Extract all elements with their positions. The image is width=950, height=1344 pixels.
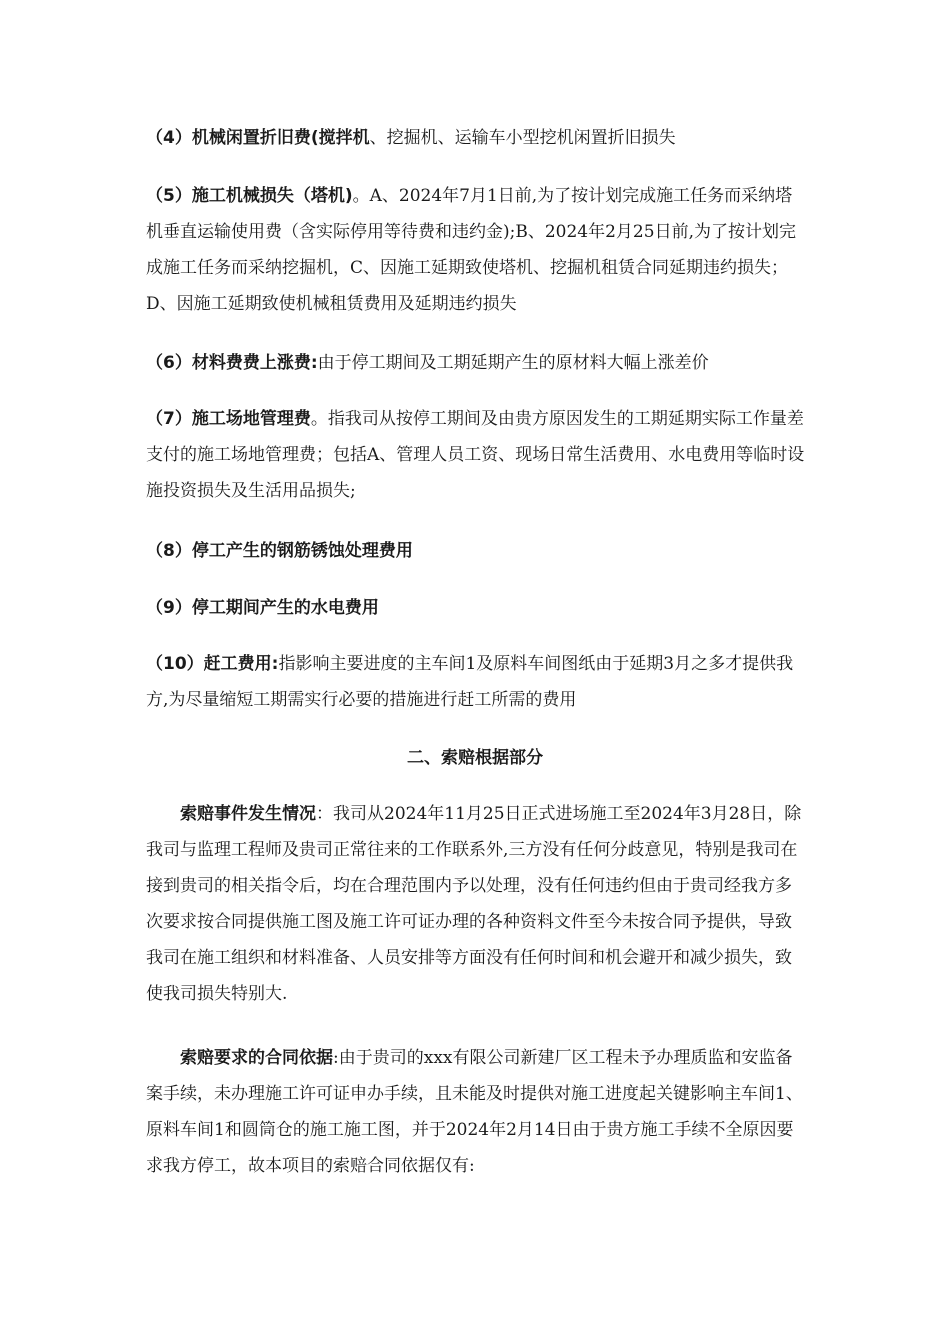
- claim-event-body: ：我司从2024年11月25日正式进场施工至2024年3月28日，除我司与监理工程师及贵司正常往来的工作联系外,三方没有任何分歧意见，特别是我司在接到贵司的相关指令后，均在合理范围内予以处理，没有任何违约但由于贵司经我方多次要求按合同提供施工图及施工许可证办理的各种资料文件至今未按合同予提供，导致我司在施工组织和材料准备、人员安排等方面没有任何时间和机会避开和减少损失，致使我司损失特别大.: [146, 804, 802, 1004]
- item-7-body: 。指我司从按停工期间及由贵方原因发生的工期延期实际工作量差支付的施工场地管理费；包括A、管理人员工资、现场日常生活费用、水电费用等临时设施投资损失及生活用品损失;: [146, 409, 805, 501]
- item-4-body: 、挖掘机、运输车小型挖机闲置折旧损失: [369, 128, 676, 148]
- item-10-head: （10）赶工费用:: [146, 654, 279, 674]
- claim-basis-paragraph: [146, 1040, 808, 1184]
- item-6-head: （6）材料费费上涨费:: [146, 353, 318, 373]
- item-7: [146, 401, 808, 509]
- claim-basis-body: :由于贵司的xxx有限公司新建厂区工程未予办理质监和安监备案手续，未办理施工许可证申办手续，且未能及时提供对施工进度起关键影响主车间1、原料车间1和圆筒仓的施工施工图，并于2024年2月14日由于贵方施工手续不全原因要求我方停工，故本项目的索赔合同依据仅有:: [146, 1048, 803, 1176]
- item-5: [146, 178, 808, 322]
- item-7-head: （7）施工场地管理费: [146, 409, 311, 429]
- item-4: [146, 120, 808, 156]
- item-6-body: 由于停工期间及工期延期产生的原材料大幅上涨差价: [317, 353, 709, 373]
- claim-event-head: 索赔事件发生情况: [180, 804, 316, 824]
- item-5-body: 。A、2024年7月1日前,为了按计划完成施工任务而采纳塔机垂直运输使用费（含实际停用等待费和违约金);B、2024年2月25日前,为了按计划完成施工任务而采纳挖掘机，C、因施工延期致使塔机、挖掘机租赁合同延期违约损失；D、因施工延期致使机械租赁费用及延期违约损失: [146, 186, 796, 314]
- item-8: [146, 533, 808, 569]
- item-8-head: （8）停工产生的钢筋锈蚀处理费用: [146, 541, 413, 561]
- item-4-head: （4）机械闲置折旧费(搅拌机: [146, 128, 370, 148]
- item-9: [146, 590, 808, 626]
- item-10-body: 指影响主要进度的主车间1及原料车间图纸由于延期3月之多才提供我方,为尽量缩短工期需实行必要的措施进行赶工所需的费用: [146, 654, 794, 710]
- item-10: [146, 646, 808, 718]
- claim-event-paragraph: [146, 796, 808, 1012]
- item-5-head: （5）施工机械损失（塔机): [146, 186, 353, 206]
- item-6: [146, 345, 808, 381]
- section-title: 二、索赔根据部分: [407, 748, 543, 768]
- claim-basis-head: 索赔要求的合同依据: [180, 1048, 333, 1068]
- item-9-head: （9）停工期间产生的水电费用: [146, 598, 379, 618]
